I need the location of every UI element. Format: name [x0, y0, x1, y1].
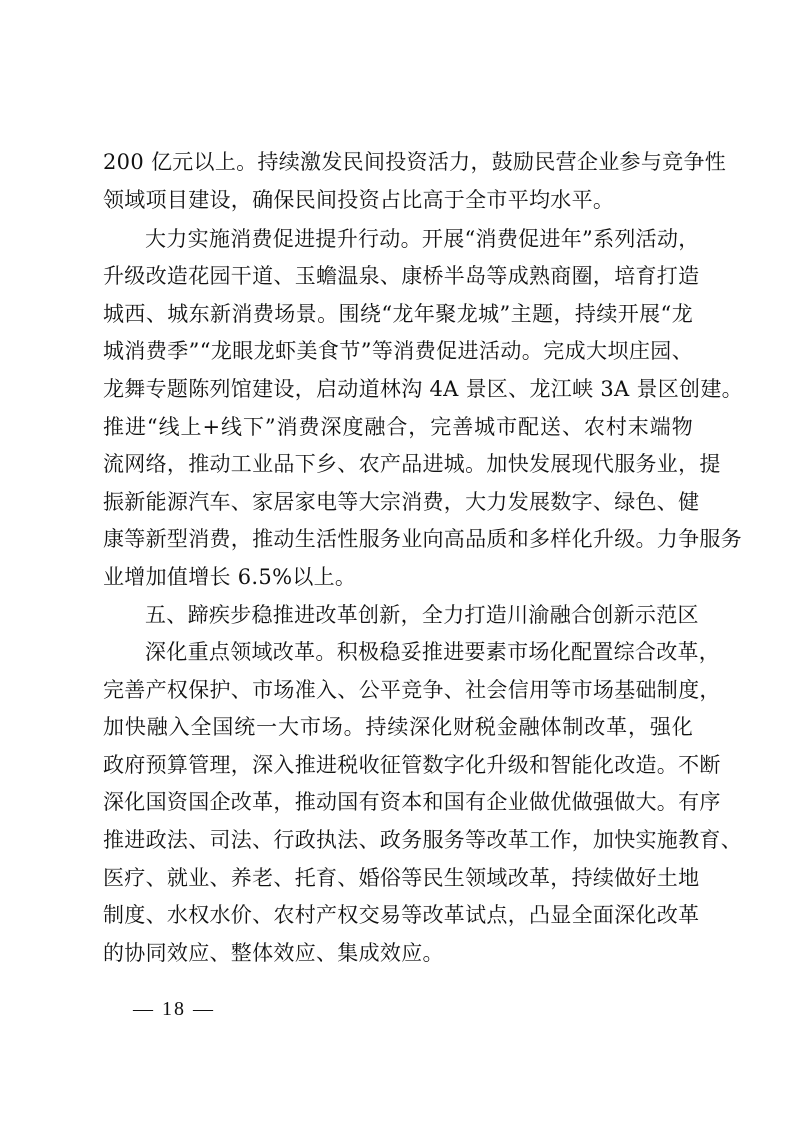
text-line: 200 亿元以上。持续激发民间投资活力，鼓励民营企业参与竞争性: [103, 150, 727, 174]
page-number: — 18 —: [133, 998, 215, 1020]
paragraph-first-line: 深化重点领域改革。积极稳妥推进要素市场化配置综合改革，: [145, 640, 721, 664]
text-line: 领域项目建设，确保民间投资占比高于全市平均水平。: [103, 188, 615, 212]
text-line: 推进“线上+线下”消费深度融合，完善城市配送、农村末端物: [103, 415, 693, 439]
text-line: 康等新型消费，推动生活性服务业向高品质和多样化升级。力争服务: [103, 527, 742, 551]
text-line: 振新能源汽车、家居家电等大宗消费，大力发展数字、绿色、健: [103, 490, 700, 514]
text-line: 医疗、就业、养老、托育、婚俗等民生领域改革，持续做好土地: [103, 866, 700, 890]
text-line: 加快融入全国统一大市场。持续深化财税金融体制改革，强化: [103, 715, 693, 739]
text-line: 流网络，推动工业品下乡、农产品进城。加快发展现代服务业，提: [103, 452, 721, 476]
text-line: 的协同效应、整体效应、集成效应。: [103, 941, 444, 965]
text-line: 完善产权保护、市场准入、公平竞争、社会信用等市场基础制度，: [103, 678, 721, 702]
text-line: 业增加值增长 6.5%以上。: [103, 565, 357, 589]
text-line: 制度、水权水价、农村产权交易等改革试点，凸显全面深化改革: [103, 903, 700, 927]
text-line: 政府预算管理，深入推进税收征管数字化升级和智能化改造。不断: [103, 753, 721, 777]
text-line: 升级改造花园干道、玉蟾温泉、康桥半岛等成熟商圈，培育打造: [103, 264, 700, 288]
section-heading: 五、蹄疾步稳推进改革创新，全力打造川渝融合创新示范区: [145, 603, 699, 627]
text-line: 推进政法、司法、行政执法、政务服务等改革工作，加快实施教育、: [103, 828, 742, 852]
text-line: 城西、城东新消费场景。围绕“龙年聚龙城”主题，持续开展“龙: [103, 302, 693, 326]
text-line: 深化国资国企改革，推动国有资本和国有企业做优做强做大。有序: [103, 790, 721, 814]
text-line: 城消费季”“龙眼龙虾美食节”等消费促进活动。完成大坝庄园、: [103, 339, 693, 363]
text-line: 龙舞专题陈列馆建设，启动道林沟 4A 景区、龙江峡 3A 景区创建。: [103, 377, 743, 401]
paragraph-first-line: 大力实施消费促进提升行动。开展“消费促进年”系列活动，: [145, 227, 700, 251]
